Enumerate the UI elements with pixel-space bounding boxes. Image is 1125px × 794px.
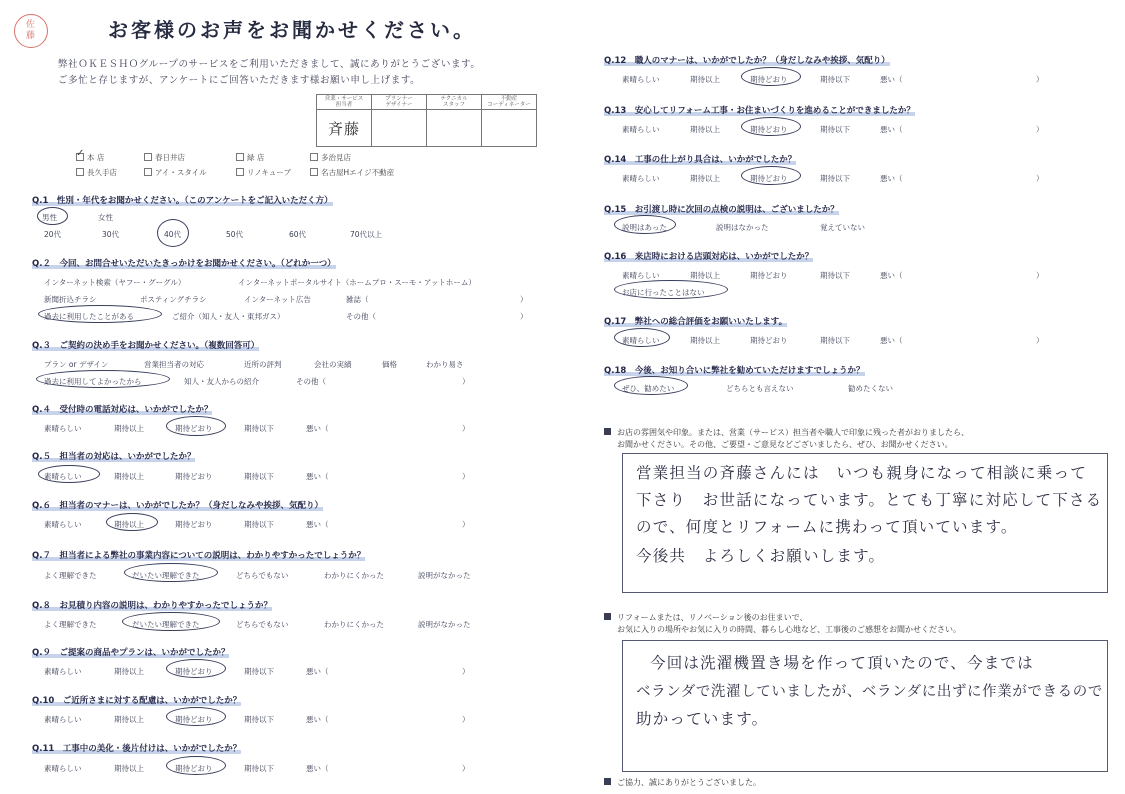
store-checkbox-kasugai[interactable]: 春日井店 — [144, 152, 236, 163]
q1-option-female[interactable]: 女性 — [98, 213, 113, 222]
store-checkbox-fudosan[interactable]: 名古屋Hエイジ不動産 — [310, 167, 430, 178]
q11-answer-circle — [166, 756, 226, 775]
q12-option-below[interactable]: 期待以下 — [820, 75, 850, 84]
q9-option-as-expected[interactable]: 期待どおり — [175, 667, 213, 676]
staff-planner-cell — [372, 110, 427, 147]
q1-option-50s[interactable]: 50代 — [226, 230, 244, 239]
intro-line-2: ご多忙と存じますが、アンケートにご回答いただきます様お願い申し上げます。 — [58, 75, 421, 86]
staff-header-realestate: 不動産 コーディネーター — [482, 95, 537, 110]
q17-option-bad[interactable]: 悪い（ — [880, 336, 903, 345]
q5-option-above[interactable]: 期待以上 — [114, 472, 144, 481]
q18-option-recommend[interactable]: ぜひ、勧めたい — [622, 384, 675, 393]
q6-title: Q.６ 担当者のマナーは、いかがでしたか？（身だしなみや挨拶、気配り） — [32, 501, 323, 511]
q2-option-ad[interactable]: インターネット広告 — [244, 295, 311, 304]
q2-option-other[interactable]: その他（ — [346, 312, 376, 321]
q17-title: Q.17 弊社への総合評価をお願いいたします。 — [604, 317, 788, 327]
q3-answer-circle — [36, 370, 170, 388]
q5-option-as-expected[interactable]: 期待どおり — [175, 472, 213, 481]
staff-header-technical: テクニカル スタッフ — [427, 95, 482, 110]
q1-option-30s[interactable]: 30代 — [102, 230, 120, 239]
q2-other-close: ） — [520, 312, 528, 321]
q18-title: Q.18 今後、お知り合いに弊社を勧めていただけますでしょうか？ — [604, 366, 865, 376]
q4-option-as-expected[interactable]: 期待どおり — [175, 424, 213, 433]
q4-bad-close: ） — [462, 424, 470, 433]
q16-option-bad[interactable]: 悪い（ — [880, 271, 903, 280]
q10-option-bad[interactable]: 悪い（ — [306, 715, 329, 724]
store-checkbox-midori[interactable]: 緑 店 — [236, 152, 310, 163]
q8-option-none[interactable]: 説明がなかった — [418, 620, 471, 629]
q4-title: Q.４ 受付時の電話対応は、いかがでしたか？ — [32, 405, 213, 415]
q17-bad-close: ） — [1036, 336, 1044, 345]
q12-option-bad[interactable]: 悪い（ — [880, 75, 903, 84]
q5-option-bad[interactable]: 悪い（ — [306, 472, 329, 481]
q3-option-reputation[interactable]: 近所の評判 — [244, 360, 282, 369]
q13-bad-close: ） — [1036, 125, 1044, 134]
q12-option-as-expected[interactable]: 期待どおり — [750, 75, 788, 84]
q16-option-never-visited[interactable]: お店に行ったことはない — [622, 288, 705, 297]
q13-option-above[interactable]: 期待以上 — [690, 125, 720, 134]
q15-option-not-explained[interactable]: 説明はなかった — [716, 223, 769, 232]
q2-option-portal[interactable]: インターネットポータルサイト（ホームプロ・スーモ・アットホーム） — [238, 278, 476, 287]
staff-realestate-cell — [482, 110, 537, 147]
q14-option-excellent[interactable]: 素晴らしい — [622, 174, 660, 183]
q7-option-well[interactable]: よく理解できた — [44, 571, 97, 580]
comment2-line-3: 助かっています。 — [636, 710, 769, 728]
q6-bad-close: ） — [462, 520, 470, 529]
q3-option-price[interactable]: 価格 — [382, 360, 397, 369]
q6-option-excellent[interactable]: 素晴らしい — [44, 520, 82, 529]
q11-option-as-expected[interactable]: 期待どおり — [175, 764, 213, 773]
q2-title: Q.２ 今回、お問合せいただいたきっかけをお聞かせください。（どれか一つ） — [32, 259, 336, 269]
staff-header-sales: 営業・サービス 担当者 — [317, 95, 372, 110]
q13-option-below[interactable]: 期待以下 — [820, 125, 850, 134]
comment1-line-2: 下さり お世話になっています。とても丁寧に対応して下さる — [636, 491, 1103, 509]
q7-option-none[interactable]: 説明がなかった — [418, 571, 471, 580]
q9-bad-close: ） — [462, 667, 470, 676]
q10-option-as-expected[interactable]: 期待どおり — [175, 715, 213, 724]
store-checklist — [76, 152, 430, 178]
q17-option-above[interactable]: 期待以上 — [690, 336, 720, 345]
q11-bad-close: ） — [462, 764, 470, 773]
page-title: お客様のお声をお聞かせください。 — [108, 18, 476, 42]
square-bullet-icon — [604, 613, 611, 620]
q6-answer-circle — [106, 513, 158, 531]
comment1-line-4: 今後共 よろしくお願いします。 — [636, 547, 886, 565]
q7-option-mostly[interactable]: だいたい理解できた — [132, 571, 200, 580]
comment2-line-1: 今回は洗濯機置き場を作って頂いたので、今までは — [650, 654, 1034, 672]
q10-answer-circle — [166, 707, 226, 726]
q12-title: Q.12 職人のマナーは、いかがでしたか？（身だしなみや挨拶、気配り） — [604, 56, 890, 66]
q4-option-excellent[interactable]: 素晴らしい — [44, 424, 82, 433]
q15-option-explained[interactable]: 説明はあった — [622, 223, 667, 232]
comment1-line-3: ので、何度とリフォームに携わって頂いています。 — [636, 518, 1018, 536]
q3-option-sales[interactable]: 営業担当者の対応 — [144, 360, 204, 369]
q18-option-not-recommend[interactable]: 勧めたくない — [848, 384, 893, 393]
q8-option-well[interactable]: よく理解できた — [44, 620, 97, 629]
q1-option-70s[interactable]: 70代以上 — [350, 230, 383, 239]
q15-answer-circle — [614, 215, 676, 234]
q9-option-excellent[interactable]: 素晴らしい — [44, 667, 82, 676]
q4-option-above[interactable]: 期待以上 — [114, 424, 144, 433]
q16-bad-close: ） — [1036, 271, 1044, 280]
q1-option-60s[interactable]: 60代 — [289, 230, 307, 239]
q8-answer-circle — [122, 612, 220, 631]
q9-title: Q.９ ご提案の商品やプランは、いかがでしたか？ — [32, 648, 230, 658]
q6-option-as-expected[interactable]: 期待どおり — [175, 520, 213, 529]
staff-table — [316, 94, 537, 147]
q3-title: Q.３ ご契約の決め手をお聞かせください。（複数回答可） — [32, 341, 260, 351]
staff-sales-signature: 斉藤 — [327, 119, 360, 138]
store-checkbox-renocube[interactable]: リノキューブ — [236, 167, 310, 178]
q2-magazine-close: ） — [520, 295, 528, 304]
q5-option-excellent[interactable]: 素晴らしい — [44, 472, 82, 481]
q16-option-below[interactable]: 期待以下 — [820, 271, 850, 280]
q13-option-bad[interactable]: 悪い（ — [880, 125, 903, 134]
q16-option-above[interactable]: 期待以上 — [690, 271, 720, 280]
square-bullet-icon — [604, 428, 611, 435]
q2-option-newspaper[interactable]: 新聞折込チラシ — [44, 295, 97, 304]
q2-answer-circle — [38, 305, 162, 323]
staff-technical-cell — [427, 110, 482, 147]
store-checkbox-nagakute[interactable]: 長久手店 — [76, 167, 144, 178]
store-checkbox-honten[interactable]: ✓本 店 — [76, 152, 144, 163]
q7-option-unclear[interactable]: わかりにくかった — [324, 571, 384, 580]
q14-title: Q.14 工事の仕上がり具合は、いかがでしたか？ — [604, 155, 797, 165]
q15-title: Q.15 お引渡し時に次回の点検の説明は、ございましたか？ — [604, 205, 839, 215]
q2-option-past-use[interactable]: 過去に利用したことがある — [44, 312, 134, 321]
comment1-line-1: 営業担当の斉藤さんには いつも親身になって相談に乗って — [636, 464, 1087, 482]
q5-bad-close: ） — [462, 472, 470, 481]
q1-age-circle — [157, 219, 189, 247]
hanko-seal: 佐 藤 — [14, 14, 48, 48]
q5-title: Q.５ 担当者の対応は、いかがでしたか？ — [32, 452, 196, 462]
square-bullet-icon — [604, 778, 611, 785]
q3-option-other[interactable]: その他（ — [296, 377, 326, 386]
q3-option-clarity[interactable]: わかり易さ — [426, 360, 464, 369]
q1-option-male[interactable]: 男性 — [42, 213, 57, 222]
comment2-prompt: リフォームまたは、リノベーション後のお住まいで、 お気に入りの場所やお気に入りの時間、暮らし心地など、工事後のご感想をお聞かせください。 — [604, 612, 961, 636]
q2-option-posting[interactable]: ポスティングチラシ — [140, 295, 207, 304]
q1-option-40s[interactable]: 40代 — [164, 230, 182, 239]
q17-answer-circle — [614, 328, 670, 347]
q7-answer-circle — [124, 563, 218, 582]
q13-option-as-expected[interactable]: 期待どおり — [750, 125, 788, 134]
q14-option-bad[interactable]: 悪い（ — [880, 174, 903, 183]
q8-option-neutral[interactable]: どちらでもない — [236, 620, 289, 629]
q10-option-below[interactable]: 期待以下 — [244, 715, 274, 724]
q12-option-excellent[interactable]: 素晴らしい — [622, 75, 660, 84]
q14-option-as-expected[interactable]: 期待どおり — [750, 174, 788, 183]
q7-option-neutral[interactable]: どちらでもない — [236, 571, 289, 580]
q7-title: Q.７ 担当者による弊社の事業内容についての説明は、わかりやすかったでしょうか？ — [32, 551, 366, 561]
q16-answer-circle — [614, 280, 728, 299]
q6-option-bad[interactable]: 悪い（ — [306, 520, 329, 529]
q4-option-below[interactable]: 期待以下 — [244, 424, 274, 433]
footer-note: ご協力、誠にありがとうございました。 — [604, 777, 761, 789]
store-checkbox-istyle[interactable]: アイ・スタイル — [144, 167, 236, 178]
q3-other-close: ） — [462, 377, 470, 386]
q18-answer-circle — [614, 376, 688, 395]
intro-line-1: 弊社ＯＫＥＳＨＯグループのサービスをご利用いただきまして、誠にありがとうございます。 — [58, 59, 481, 70]
q16-option-excellent[interactable]: 素晴らしい — [622, 271, 660, 280]
q18-option-neutral[interactable]: どちらとも言えない — [726, 384, 794, 393]
q12-answer-circle — [741, 67, 801, 86]
q9-answer-circle — [166, 659, 226, 678]
q10-option-excellent[interactable]: 素晴らしい — [44, 715, 82, 724]
q5-option-below[interactable]: 期待以下 — [244, 472, 274, 481]
q3-option-record[interactable]: 会社の実績 — [314, 360, 352, 369]
q16-title: Q.16 来店時における店頭対応は、いかがでしたか？ — [604, 252, 814, 262]
q3-option-plan[interactable]: プラン or デザイン — [44, 360, 109, 369]
q11-option-above[interactable]: 期待以上 — [114, 764, 144, 773]
q13-answer-circle — [741, 117, 801, 136]
q14-bad-close: ） — [1036, 174, 1044, 183]
q10-title: Q.10 ご近所さまに対する配慮は、いかがでしたか？ — [32, 696, 242, 706]
q12-option-above[interactable]: 期待以上 — [690, 75, 720, 84]
q2-option-search[interactable]: インターネット検索（ヤフー・グーグル） — [44, 278, 186, 287]
q16-option-as-expected[interactable]: 期待どおり — [750, 271, 788, 280]
q1-title: Q.1 性別・年代をお聞かせください。（このアンケートをご記入いただく方） — [32, 196, 333, 206]
comment2-line-2: ベランダで洗濯していましたが、ベランダに出ずに作業ができるので — [636, 684, 1103, 700]
q11-option-excellent[interactable]: 素晴らしい — [44, 764, 82, 773]
q11-option-below[interactable]: 期待以下 — [244, 764, 274, 773]
q1-option-20s[interactable]: 20代 — [44, 230, 62, 239]
q11-title: Q.11 工事中の美化・後片付けは、いかがでしたか？ — [32, 744, 242, 754]
q10-bad-close: ） — [462, 715, 470, 724]
q13-option-excellent[interactable]: 素晴らしい — [622, 125, 660, 134]
q3-option-friend[interactable]: 知人・友人からの紹介 — [184, 377, 259, 386]
q13-title: Q.13 安心してリフォーム工事・お住まいづくりを進めることができましたか？ — [604, 106, 915, 116]
q1-answer-circle — [37, 207, 68, 225]
q9-option-bad[interactable]: 悪い（ — [306, 667, 329, 676]
q8-option-mostly[interactable]: だいたい理解できた — [132, 620, 200, 629]
q8-title: Q.８ お見積り内容の説明は、わかりやすかったでしょうか？ — [32, 601, 272, 611]
q6-option-above[interactable]: 期待以上 — [114, 520, 144, 529]
q4-answer-circle — [166, 416, 226, 436]
q15-option-dont-remember[interactable]: 覚えていない — [820, 223, 865, 232]
q14-option-below[interactable]: 期待以下 — [820, 174, 850, 183]
q4-option-bad[interactable]: 悪い（ — [306, 424, 329, 433]
q6-option-below[interactable]: 期待以下 — [244, 520, 274, 529]
q8-option-unclear[interactable]: わかりにくかった — [324, 620, 384, 629]
q12-bad-close: ） — [1036, 75, 1044, 84]
q17-option-as-expected[interactable]: 期待どおり — [750, 336, 788, 345]
q17-option-excellent[interactable]: 素晴らしい — [622, 336, 660, 345]
q11-option-bad[interactable]: 悪い（ — [306, 764, 329, 773]
q2-option-magazine[interactable]: 雑誌（ — [346, 295, 369, 304]
store-checkbox-tajimi[interactable]: 多治見店 — [310, 152, 430, 163]
q9-option-above[interactable]: 期待以上 — [114, 667, 144, 676]
q14-option-above[interactable]: 期待以上 — [690, 174, 720, 183]
q2-option-referral[interactable]: ご紹介（知人・友人・東邦ガス） — [172, 312, 285, 321]
q10-option-above[interactable]: 期待以上 — [114, 715, 144, 724]
comment1-prompt: お店の雰囲気や印象。または、営業（サービス）担当者や職人で印象に残った者がおりましたら、 お聞かせください。その他、ご要望・ご意見などございましたら、ぜひ、お聞かせください。 — [604, 427, 969, 451]
q17-option-below[interactable]: 期待以下 — [820, 336, 850, 345]
q5-answer-circle — [38, 465, 100, 483]
staff-header-planner: プランナー デザイナー — [372, 95, 427, 110]
q3-option-past-good[interactable]: 過去に利用してよかったから — [44, 377, 142, 386]
q14-answer-circle — [741, 166, 801, 185]
q9-option-below[interactable]: 期待以下 — [244, 667, 274, 676]
